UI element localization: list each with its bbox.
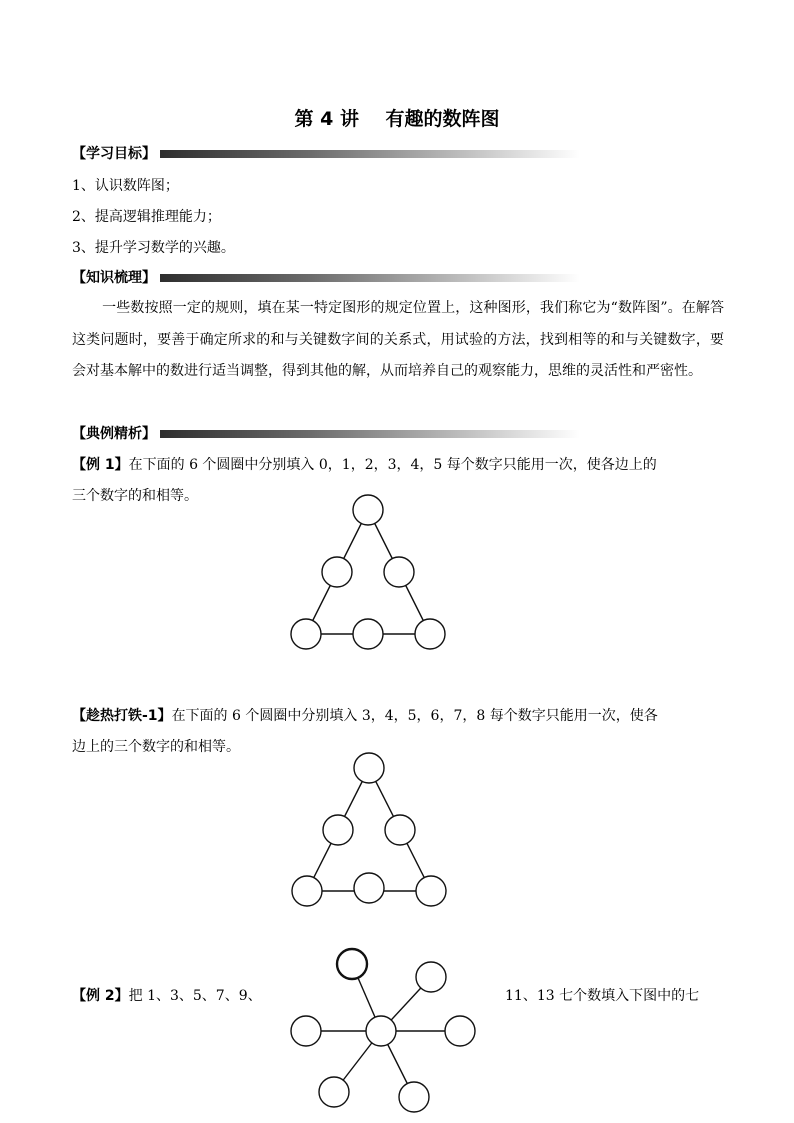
blank-circle xyxy=(399,1082,429,1112)
practice-1-line-2: 边上的三个数字的和相等。 xyxy=(72,739,240,755)
section-heading: 【典例精析】 xyxy=(72,426,156,442)
center-circle xyxy=(366,1016,396,1046)
section-heading: 【学习目标】 xyxy=(72,146,156,162)
blank-circle xyxy=(416,962,446,992)
practice-1-text: 在下面的 6 个圆圈中分别填入 3，4，5，6，7，8 每个数字只能用一次，使各 xyxy=(171,708,658,724)
blank-circle xyxy=(291,1016,321,1046)
example-2-text: 把 1、3、5、7、9、 xyxy=(128,988,262,1004)
goal-item-3: 3、提升学习数学的兴趣。 xyxy=(72,240,235,256)
example-1-line-2: 三个数字的和相等。 xyxy=(72,488,198,504)
section-heading: 【知识梳理】 xyxy=(72,270,156,286)
blank-circle xyxy=(445,1016,475,1046)
goal-item-2: 2、提高逻辑推理能力； xyxy=(72,209,221,225)
example-tag: 【例 2】 xyxy=(72,988,129,1004)
example-1-text: 在下面的 6 个圆圈中分别填入 0，1，2，3，4，5 每个数字只能用一次，使各边上的 xyxy=(128,457,657,473)
page-title: 第 4 讲 有趣的数阵图 xyxy=(294,108,500,130)
example-tag: 【例 1】 xyxy=(72,457,129,473)
blank-circle xyxy=(337,949,367,979)
goal-item-1: 1、认识数阵图； xyxy=(72,178,179,194)
blank-circle xyxy=(319,1077,349,1107)
example-2-text-right: 11、13 七个数填入下图中的七 xyxy=(505,988,700,1004)
practice-tag: 【趁热打铁-1】 xyxy=(72,708,172,724)
knowledge-text: 一些数按照一定的规则，填在某一特定图形的规定位置上，这种图形，我们称它为“数阵图”。在解答这类问题时，要善于确定所求的和与关键数字间的关系式，用试验的方法，找到相等的和与关键数字，要会对基本解中的数进行适当调整，得到其他的解，从而培养自己的观察能力，思维的灵活性和严密性。 xyxy=(72,300,724,379)
